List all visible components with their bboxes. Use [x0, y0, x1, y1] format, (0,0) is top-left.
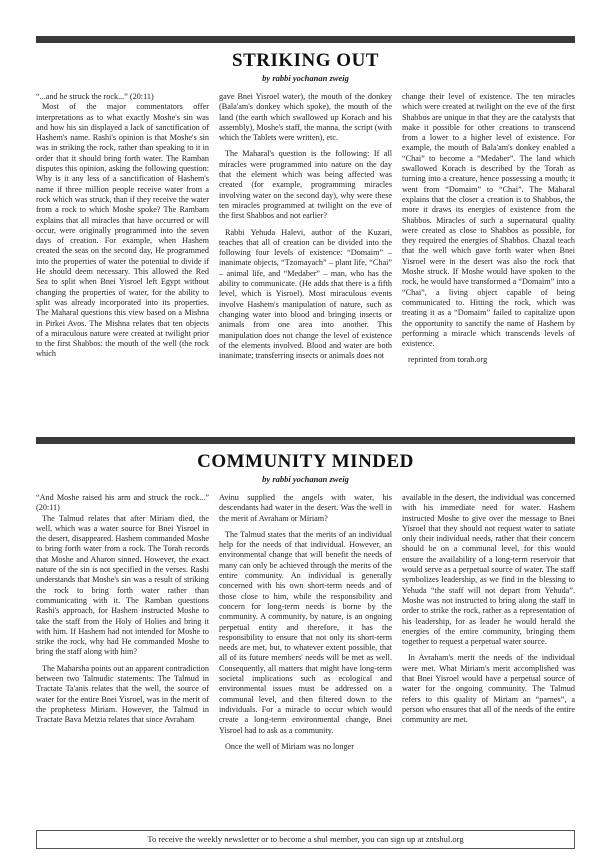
- paragraph: change their level of existence. The ten miracles which were created at twilight on the eve of the first Shabbos are unique in that they are the catalysts that make it possible for other creations to transcend from a lower to a higher level of existence. For example, the mouth of Bala'am's donkey enabled a “Chai” to become a “Medaber”. The land which swallowed Korach is described by the Torah as turning into a creature, hence possessing a mouth; it went from “Domaim” to “Chai”. The Maharal explains that the closer a creation is to Shabbos, the more it draws its energies of existence from the Shabbos. Miracles of such a supernatural quality were created as close to Shabbos as possible, for they required the energies of Shabbos. Chazal teach that the well which gave forth water when Bnei Yisroel were in the desert was also the rock that Moshe struck. If Moshe would have spoken to the rock, he would have transformed a “Domaim” into a “Chai”, a living object capable of being communicated to. Hitting the rock, which was treating it as a “Domaim” failed to capitalize upon the opportunity to sanctify the name of Hashem by performing a miracle which transcends levels of existence.: [402, 92, 575, 349]
- article2-byline: by rabbi yochanan zweig: [262, 474, 349, 484]
- paragraph: Rabbi Yehuda Halevi, author of the Kuzari, teaches that all of creation can be divided into the following four levels of existence: “Domaim” – inanimate objects, “Tzomayach” – plant life, “Chai” – animal life, and “Medaber” – man, who has the ability to communicate. (He adds that there is a fifth level, which is Yisroel). Most miraculous events involve Hashem's manipulation of nature, such as changing water into blood and bringing insects or animals from one area into another. This manipulation does not change the level of existence of the elements involved. Blood and water are both inanimate; transferring insects or animals does not: [219, 227, 392, 361]
- article1-column-1: [36, 92, 209, 422]
- paragraph: In Avraham's merit the needs of the individual were met. What Miriam's merit accomplished was that Bnei Yisroel would have a perpetual source of water for the ongoing community. The Talmud refers to this quality of Miriam an “parnes”, a person who ensures that all of the needs of the entire community are met.: [402, 653, 575, 725]
- newsletter-signup-footer: To receive the weekly newsletter or to become a shul member, you can sign up at zntshul.org: [36, 830, 575, 849]
- paragraph: “And Moshe raised his arm and struck the rock...” (20:11): [36, 493, 209, 513]
- paragraph: Once the well of Miriam was no longer: [225, 741, 354, 751]
- article1-column-2: [219, 92, 392, 422]
- article2-column-3: [402, 493, 575, 823]
- article2-column-2: [219, 493, 392, 823]
- paragraph: Avinu supplied the angels with water, his descendants had water in the desert. Was the well in the merit of Avraham or Miriam?: [219, 493, 392, 523]
- paragraph: The Talmud states that the merits of an individual help for the needs of that individual. However, an environmental change that will benefit the needs of many can only be achieved through the merits of the entire community. An individual is generally concerned with his own short-term needs and of those close to him, while the responsibility and concern for long-term needs is borne by the community. A community, by nature, is an ongoing perpetual entity and therefore, it has the responsibility to ensure that not only its short-term needs are met, but, to whatever extent possible, that all of its future members' needs will be met as well. Consequently, all matters that might have long-term societal implications such as ecological and environmental issues must be addressed on a communal level, and then filtered down to the individuals. For a miracle to occur which would create a long-term environmental change, Bnei Yisroel had to ask as a community.: [219, 529, 392, 735]
- article1-title: STRIKING OUT: [232, 50, 379, 71]
- paragraph: The Maharal's question is the following: If all miracles were programmed into nature on the day that the element which was being affected was created (for example, programming miracles involving water on the second day), why were these ten miracles programmed at twilight on the eve of the first Shabbos and not earlier?: [219, 149, 392, 221]
- paragraph: The Talmud relates that after Miriam died, the well, which was a water source for Bnei Yisroel in the desert, disappeared. Hashem commanded Moshe to bring forth water from a rock. The Torah records that Moshe and Aharon sinned. However, the exact nature of the sin is not specified in the verses. Rashi understands that Moshe's sin was a result of striking the rock to bring forth water rather than communicating with it. The Ramban questions Rashi's approach, for Hashem instructed Moshe to take the staff from the Holy of Holies and bring it with him. If Hashem had not intended for Moshe to strike the rock, why had He commanded Moshe to bring the staff along with him?: [36, 513, 209, 657]
- article1-column-3: [402, 92, 575, 422]
- paragraph: Most of the major commentators offer interpretations as to what exactly Moshe's sin was and how his sin displayed a lack of sanctification of Hashem's name. Rashi's opinion is that Moshe's sin was in striking the rock, rather than speaking to it in order that it should bring forth water. The Ramban disputes this opinion, asking the following question: Why is it any less of a sanctification of Hashem's name if three million people receive water from a rock which was struck, than if they receive the water from a rock to which Moshe spoke? The Rambam explains that all miracles that have occurred or will occur, were originally programmed into the seven days of creation. For example, when Hashem created the seas on the second day, He programmed into the properties of water the potential to divide if He should deem necessary. This allowed the Red Sea to split when Bnei Yisroel left Egypt without changing the properties of water, for the ability to split was already incorporated into its properties. The Maharal questions this view based on a Mishna in Pirkei Avos. The Mishna relates that ten objects of a miraculous nature were created at twilight prior to the first Shabbos: the mouth of the well (the rock which: [36, 102, 209, 359]
- article1-body: [36, 92, 575, 422]
- article2-title: COMMUNITY MINDED: [197, 451, 414, 472]
- article2-column-1: [36, 493, 209, 823]
- article2-body: [36, 493, 575, 823]
- reprint-credit: reprinted from torah.org: [408, 355, 488, 365]
- section-divider-bar: [36, 36, 575, 43]
- paragraph: gave Bnei Yisroel water), the mouth of the donkey (Bala'am's donkey which spoke), the mouth of the land (the earth which swallowed up Korach and his assembly), Moshe's staff, the manna, the script (with which the Tablets were written), etc.: [219, 92, 392, 143]
- section-divider-bar: [36, 437, 575, 444]
- paragraph: available in the desert, the individual was concerned with his immediate need for water. Hashem instructed Moshe to give over the message to Bnei Yisroel that they should not request water to satiate only their individual needs, rather that their concern should be on a communal level, for this would ensure the availability of a long-term reservoir that would serve as a perpetual source of water. The staff symbolizes leadership, as we find in the blessing to Yehuda “the staff will not depart from Yehuda”. Moshe was not instructed to bring along the staff in order to strike the rock, rather as a representation of his leadership, for as leader he would herald the energies of the entire community, bringing them together to request a perpetual water source.: [402, 493, 575, 647]
- paragraph: The Maharsha points out an apparent contradiction between two Talmudic statements: The Talmud in Tractate Ta'anis relates that the well, the source of water for the entire Bnei Yisroel, was in the merit of the prophetess Miriam. However, the Talmud in Tractate Bava Metzia relates that since Avraham: [36, 663, 209, 725]
- paragraph: “...and he struck the rock...” (20:11): [36, 92, 154, 101]
- article1-byline: by rabbi yochanan zweig: [262, 73, 349, 83]
